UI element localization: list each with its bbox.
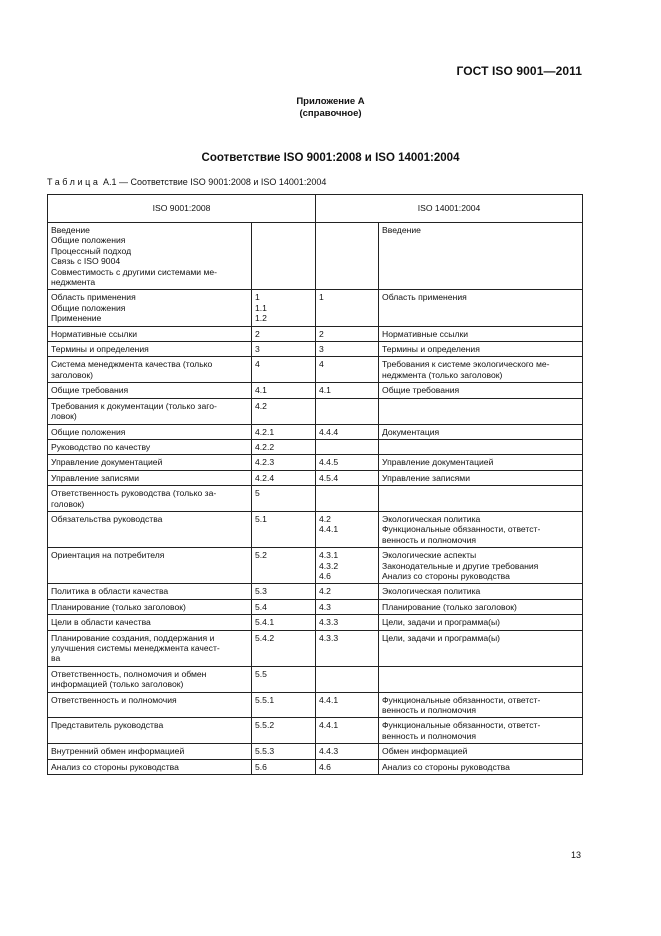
cell-iso9001-clause: 4.2 [252,398,316,424]
cell-iso9001-clause: 5.3 [252,584,316,599]
cell-iso14001-title [379,398,583,424]
cell-iso9001-clause: 2 [252,326,316,341]
table-row [48,383,583,398]
cell-iso14001-title: Область применения [379,290,583,326]
table-row [48,692,583,718]
table-row [48,615,583,630]
cell-iso9001-title: Цели в области качества [48,615,252,630]
cell-iso9001-title: Планирование (только заголовок) [48,599,252,614]
table-row [48,599,583,614]
cell-iso9001-clause: 5.5 [252,666,316,692]
cell-iso9001-title: Ответственность руководства (только за- головок) [48,486,252,512]
cell-iso9001-title: Планирование создания, поддержания и улучшения системы менеджмента качест- ва [48,630,252,666]
cell-iso9001-clause: 5.4 [252,599,316,614]
cell-iso9001-title: Ответственность и полномочия [48,692,252,718]
cell-iso9001-clause: 5.4.1 [252,615,316,630]
cell-iso9001-clause: 4.2.4 [252,470,316,485]
cell-iso9001-title: Внутренний обмен информацией [48,744,252,759]
cell-iso14001-clause: 4.1 [316,383,379,398]
cell-iso14001-clause: 2 [316,326,379,341]
cell-iso9001-title: Требования к документации (только заго- ловок) [48,398,252,424]
cell-iso14001-title: Планирование (только заголовок) [379,599,583,614]
table-row [48,439,583,454]
cell-iso9001-clause: 3 [252,342,316,357]
cell-iso9001-title: Общие требования [48,383,252,398]
cell-iso9001-clause: 5.6 [252,759,316,774]
cell-iso14001-title: Цели, задачи и программа(ы) [379,630,583,666]
cell-iso9001-title: Анализ со стороны руководства [48,759,252,774]
correspondence-table [47,194,583,775]
cell-iso14001-title: Функциональные обязанности, ответст- венность и полномочия [379,692,583,718]
cell-iso14001-clause: 4.2 4.4.1 [316,511,379,547]
cell-iso14001-title: Документация [379,424,583,439]
cell-iso14001-clause [316,486,379,512]
table-row [48,630,583,666]
cell-iso9001-clause: 5.2 [252,548,316,584]
cell-iso9001-title: Введение Общие положения Процессный подход Связь с ISO 9004 Совместимость с другими системами ме- неджмента [48,223,252,290]
cell-iso14001-clause: 4.4.3 [316,744,379,759]
table-row [48,744,583,759]
cell-iso9001-clause: 5 [252,486,316,512]
cell-iso9001-title: Ориентация на потребителя [48,548,252,584]
cell-iso14001-title: Управление записями [379,470,583,485]
cell-iso9001-title: Политика в области качества [48,584,252,599]
cell-iso9001-title: Нормативные ссылки [48,326,252,341]
cell-iso14001-clause: 4.4.5 [316,455,379,470]
table-row [48,548,583,584]
table-header-row [48,195,583,223]
table-row [48,511,583,547]
cell-iso14001-clause: 4.5.4 [316,470,379,485]
table-row [48,455,583,470]
cell-iso14001-title: Цели, задачи и программа(ы) [379,615,583,630]
table-row [48,759,583,774]
table-row [48,342,583,357]
cell-iso14001-title: Экологическая политика Функциональные обязанности, ответст- венность и полномочия [379,511,583,547]
table-caption-text: А.1 — Соответствие ISO 9001:2008 и ISO 14001:2004 [103,177,327,187]
cell-iso14001-clause: 4.2 [316,584,379,599]
cell-iso9001-title: Область применения Общие положения Применение [48,290,252,326]
cell-iso14001-clause [316,666,379,692]
cell-iso9001-title: Общие положения [48,424,252,439]
cell-iso14001-title: Управление документацией [379,455,583,470]
cell-iso9001-clause: 5.4.2 [252,630,316,666]
table-row [48,718,583,744]
cell-iso9001-clause: 4 [252,357,316,383]
table-caption [47,177,326,187]
header-iso9001: ISO 9001:2008 [48,195,316,223]
cell-iso14001-clause: 4.4.4 [316,424,379,439]
cell-iso9001-title: Система менеджмента качества (только заголовок) [48,357,252,383]
table-body [48,223,583,775]
cell-iso9001-title: Руководство по качеству [48,439,252,454]
cell-iso9001-clause: 4.1 [252,383,316,398]
cell-iso14001-title [379,666,583,692]
cell-iso14001-clause [316,398,379,424]
table-row [48,398,583,424]
page-title: Соответствие ISO 9001:2008 и ISO 14001:2004 [201,152,460,164]
table-row [48,223,583,290]
table-row [48,486,583,512]
cell-iso9001-title: Ответственность, полномочия и обмен информацией (только заголовок) [48,666,252,692]
table-row [48,290,583,326]
table-row [48,424,583,439]
header-iso14001: ISO 14001:2004 [316,195,583,223]
cell-iso9001-clause: 5.1 [252,511,316,547]
cell-iso14001-title: Термины и определения [379,342,583,357]
cell-iso9001-clause: 5.5.3 [252,744,316,759]
table-caption-prefix: Таблица [47,177,101,187]
cell-iso9001-title: Представитель руководства [48,718,252,744]
cell-iso14001-title: Экологическая политика [379,584,583,599]
cell-iso14001-title: Требования к системе экологического ме- неджмента (только заголовок) [379,357,583,383]
cell-iso9001-clause: 4.2.3 [252,455,316,470]
cell-iso9001-clause [252,223,316,290]
cell-iso14001-title: Введение [379,223,583,290]
cell-iso9001-clause: 4.2.1 [252,424,316,439]
cell-iso14001-clause: 3 [316,342,379,357]
cell-iso14001-title: Общие требования [379,383,583,398]
cell-iso14001-clause: 4.3.3 [316,615,379,630]
annex-subtitle: (справочное) [299,108,362,119]
cell-iso9001-title: Термины и определения [48,342,252,357]
page-number: 13 [570,850,581,860]
annex-title: Приложение А [296,96,365,107]
cell-iso14001-title: Обмен информацией [379,744,583,759]
table-row [48,357,583,383]
cell-iso14001-title: Анализ со стороны руководства [379,759,583,774]
table-row [48,470,583,485]
cell-iso14001-title [379,486,583,512]
cell-iso14001-clause: 1 [316,290,379,326]
cell-iso14001-clause [316,439,379,454]
cell-iso9001-title: Управление документацией [48,455,252,470]
cell-iso14001-clause: 4.3.1 4.3.2 4.6 [316,548,379,584]
cell-iso9001-clause: 1 1.1 1.2 [252,290,316,326]
table-row [48,584,583,599]
cell-iso14001-title: Функциональные обязанности, ответст- венность и полномочия [379,718,583,744]
cell-iso9001-clause: 4.2.2 [252,439,316,454]
cell-iso14001-clause: 4.4.1 [316,718,379,744]
cell-iso14001-clause: 4.6 [316,759,379,774]
cell-iso14001-title: Нормативные ссылки [379,326,583,341]
cell-iso14001-title: Экологические аспекты Законодательные и другие требования Анализ со стороны руководства [379,548,583,584]
cell-iso14001-clause: 4 [316,357,379,383]
cell-iso9001-title: Управление записями [48,470,252,485]
cell-iso9001-clause: 5.5.2 [252,718,316,744]
table-row [48,666,583,692]
cell-iso9001-title: Обязательства руководства [48,511,252,547]
document-code: ГОСТ ISO 9001—2011 [456,64,582,78]
table-row [48,326,583,341]
cell-iso9001-clause: 5.5.1 [252,692,316,718]
cell-iso14001-clause: 4.4.1 [316,692,379,718]
cell-iso14001-title [379,439,583,454]
cell-iso14001-clause: 4.3.3 [316,630,379,666]
cell-iso14001-clause: 4.3 [316,599,379,614]
cell-iso14001-clause [316,223,379,290]
